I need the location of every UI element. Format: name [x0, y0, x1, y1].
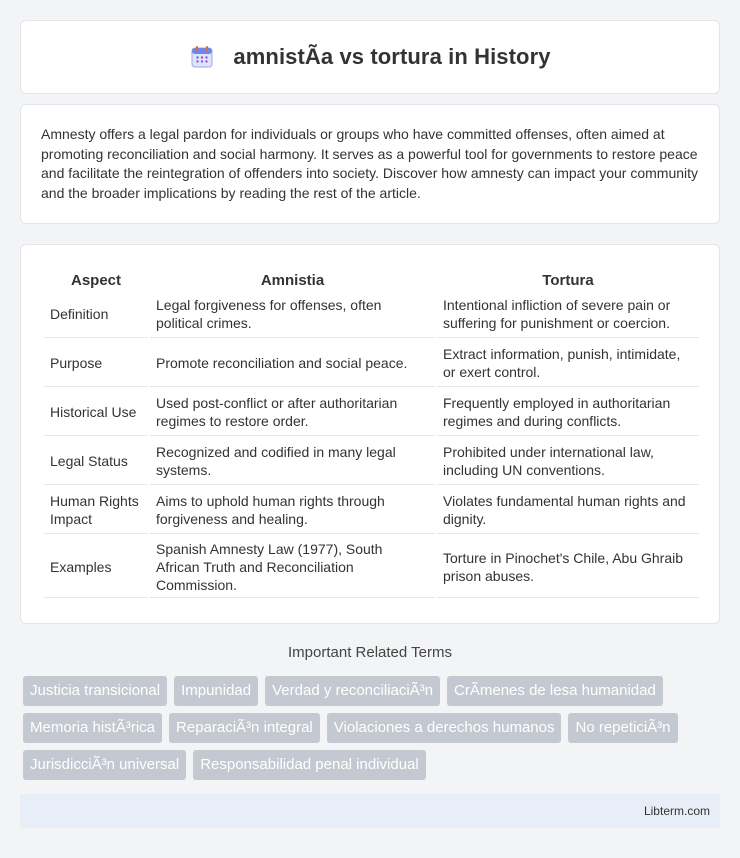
related-term-tag[interactable]: Impunidad	[174, 676, 258, 706]
related-term-tag[interactable]: Responsabilidad penal individual	[193, 750, 426, 780]
page-header	[20, 20, 720, 94]
table-row	[44, 487, 699, 534]
row-tortura: Intentional infliction of severe pain or suffering for punishment or coercion.	[437, 291, 699, 338]
row-aspect: Definition	[44, 291, 148, 338]
table-row	[44, 291, 699, 338]
related-term-tag[interactable]: Memoria histÃ³rica	[23, 713, 162, 743]
header-tortura: Tortura	[542, 271, 594, 289]
row-tortura: Extract information, punish, intimidate, or exert control.	[437, 340, 699, 387]
row-aspect: Human Rights Impact	[44, 487, 148, 534]
row-amnistia: Recognized and codified in many legal systems.	[150, 438, 435, 485]
row-aspect: Purpose	[44, 340, 148, 387]
table-header-row	[44, 267, 699, 289]
row-aspect: Legal Status	[44, 438, 148, 485]
related-term-tag[interactable]: JurisdicciÃ³n universal	[23, 750, 186, 780]
related-term-tag[interactable]: Justicia transicional	[23, 676, 167, 706]
table-row	[44, 389, 699, 436]
related-term-tag[interactable]: CrÃmenes de lesa humanidad	[447, 676, 663, 706]
page-footer	[20, 794, 720, 828]
row-amnistia: Used post-conflict or after authoritarian regimes to restore order.	[150, 389, 435, 436]
row-amnistia: Spanish Amnesty Law (1977), South African Truth and Reconciliation Commission.	[150, 536, 435, 598]
related-term-tag[interactable]: No repeticiÃ³n	[568, 713, 677, 743]
comparison-table-card	[20, 244, 720, 624]
row-tortura: Torture in Pinochet's Chile, Abu Ghraib prison abuses.	[437, 536, 699, 598]
related-term-tag[interactable]: ReparaciÃ³n integral	[169, 713, 320, 743]
table-row	[44, 438, 699, 485]
calendar-icon	[189, 44, 215, 70]
comparison-table	[42, 265, 701, 600]
related-terms-title: Important Related Terms	[288, 644, 452, 661]
row-amnistia: Legal forgiveness for offenses, often political crimes.	[150, 291, 435, 338]
header-amnistia: Amnistia	[260, 271, 325, 289]
row-tortura: Prohibited under international law, including UN conventions.	[437, 438, 699, 485]
related-term-tag[interactable]: Violaciones a derechos humanos	[327, 713, 562, 743]
row-aspect: Examples	[44, 536, 148, 598]
header-aspect: Aspect	[70, 271, 122, 289]
related-terms-list	[23, 676, 723, 780]
row-aspect: Historical Use	[44, 389, 148, 436]
table-row	[44, 536, 699, 598]
page-title: amnistÃa vs tortura in History	[233, 44, 551, 69]
footer-brand-link[interactable]: Libterm.com	[643, 804, 710, 818]
intro-text: Amnesty offers a legal pardon for individuals or groups who have committed offenses, often aimed at promoting reconciliation and social harmony. It serves as a powerful tool for governments to restore peace and facilitate the reintegration of offenders into society. Discover how amnesty can impact your community and the broader implications by reading the rest of the article.	[41, 126, 699, 201]
intro-section	[20, 104, 720, 224]
row-tortura: Frequently employed in authoritarian regimes and during conflicts.	[437, 389, 699, 436]
row-amnistia: Promote reconciliation and social peace.	[150, 340, 435, 387]
table-row	[44, 340, 699, 387]
row-amnistia: Aims to uphold human rights through forgiveness and healing.	[150, 487, 435, 534]
related-term-tag[interactable]: Verdad y reconciliaciÃ³n	[265, 676, 440, 706]
row-tortura: Violates fundamental human rights and dignity.	[437, 487, 699, 534]
